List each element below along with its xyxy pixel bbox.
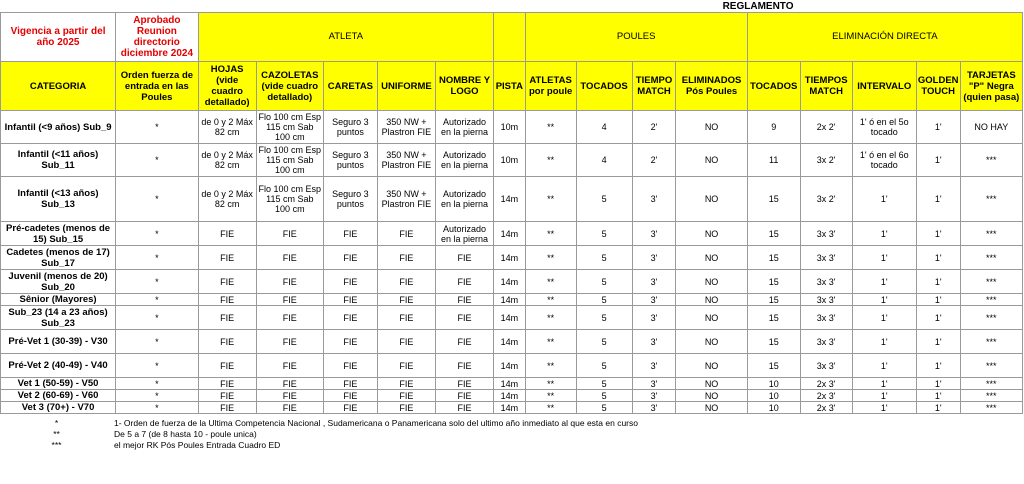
group-poules: POULES xyxy=(525,13,747,62)
table-cell: *** xyxy=(960,402,1022,414)
table-cell: * xyxy=(116,306,199,330)
column-header: ELIMINADOS Pós Poules xyxy=(676,62,747,111)
table-cell: FIE xyxy=(377,330,435,354)
table-cell: 3' xyxy=(632,222,676,246)
table-cell: 350 NW + Plastron FIE xyxy=(377,111,435,144)
table-cell: NO xyxy=(676,390,747,402)
table-cell: NO xyxy=(676,144,747,177)
table-cell: 1' xyxy=(916,294,960,306)
table-cell: FIE xyxy=(198,354,256,378)
table-cell: FIE xyxy=(256,402,323,414)
table-cell: 14m xyxy=(494,306,526,330)
table-cell: ** xyxy=(525,306,576,330)
table-cell: FIE xyxy=(323,270,377,294)
table-cell: 5 xyxy=(576,402,632,414)
table-cell: 3' xyxy=(632,270,676,294)
note-row xyxy=(0,429,1023,440)
table-cell: * xyxy=(116,270,199,294)
table-cell: NO xyxy=(676,222,747,246)
table-cell: Flo 100 cm Esp 115 cm Sab 100 cm xyxy=(256,144,323,177)
table-cell: FIE xyxy=(435,246,493,270)
table-cell: 2x 2' xyxy=(800,111,852,144)
table-cell: Seguro 3 puntos xyxy=(323,111,377,144)
table-cell: ** xyxy=(525,390,576,402)
table-cell: 1' xyxy=(852,222,916,246)
table-cell: ** xyxy=(525,330,576,354)
table-cell: 1' xyxy=(852,246,916,270)
table-cell: FIE xyxy=(198,390,256,402)
table-row xyxy=(1,402,1023,414)
column-header: Orden fuerza de entrada en las Poules xyxy=(116,62,199,111)
table-cell: 15 xyxy=(747,246,800,270)
table-cell: 15 xyxy=(747,354,800,378)
table-cell: 14m xyxy=(494,177,526,222)
table-cell: * xyxy=(116,177,199,222)
table-cell: de 0 y 2 Máx 82 cm xyxy=(198,177,256,222)
table-cell: ** xyxy=(525,402,576,414)
table-cell: NO xyxy=(676,111,747,144)
table-cell: *** xyxy=(960,144,1022,177)
category-cell: Pré-Vet 1 (30-39) - V30 xyxy=(1,330,116,354)
table-cell: 3' xyxy=(632,390,676,402)
table-cell: 1' xyxy=(852,378,916,390)
table-cell: FIE xyxy=(256,222,323,246)
table-cell: FIE xyxy=(323,294,377,306)
table-cell: 9 xyxy=(747,111,800,144)
vigencia-note: Vigencia a partir del año 2025 xyxy=(1,13,116,62)
table-cell: 3' xyxy=(632,246,676,270)
table-cell: FIE xyxy=(323,378,377,390)
category-cell: Infantil (<9 años) Sub_9 xyxy=(1,111,116,144)
table-cell: FIE xyxy=(256,330,323,354)
table-cell: Seguro 3 puntos xyxy=(323,144,377,177)
category-cell: Sub_23 (14 a 23 años) Sub_23 xyxy=(1,306,116,330)
table-cell: * xyxy=(116,402,199,414)
table-cell: NO xyxy=(676,246,747,270)
table-cell: 1' xyxy=(852,294,916,306)
table-cell: FIE xyxy=(377,306,435,330)
table-cell: FIE xyxy=(377,378,435,390)
table-cell: 1' xyxy=(916,354,960,378)
table-cell: * xyxy=(116,294,199,306)
note-row xyxy=(0,418,1023,429)
table-cell: 1' xyxy=(916,222,960,246)
table-cell: 5 xyxy=(576,294,632,306)
table-cell: 5 xyxy=(576,390,632,402)
table-cell: FIE xyxy=(435,390,493,402)
table-cell: 1' xyxy=(916,177,960,222)
column-header: CATEGORIA xyxy=(1,62,116,111)
table-cell: ** xyxy=(525,246,576,270)
table-cell: FIE xyxy=(435,270,493,294)
table-cell: 1' xyxy=(916,330,960,354)
table-cell: 5 xyxy=(576,330,632,354)
notes-table xyxy=(0,418,1023,451)
table-cell: * xyxy=(116,144,199,177)
table-cell: 3x 3' xyxy=(800,306,852,330)
category-cell: Vet 1 (50-59) - V50 xyxy=(1,378,116,390)
column-header: CARETAS xyxy=(323,62,377,111)
table-cell: 1' xyxy=(916,402,960,414)
table-row xyxy=(1,177,1023,222)
table-cell: 1' xyxy=(852,270,916,294)
table-cell: FIE xyxy=(198,402,256,414)
table-cell: 5 xyxy=(576,354,632,378)
table-cell: FIE xyxy=(256,306,323,330)
table-cell: ** xyxy=(525,177,576,222)
table-cell: *** xyxy=(960,330,1022,354)
table-cell: 3x 3' xyxy=(800,246,852,270)
category-cell: Vet 3 (70+) - V70 xyxy=(1,402,116,414)
table-cell: 3x 3' xyxy=(800,330,852,354)
table-cell: 4 xyxy=(576,111,632,144)
table-cell: 10 xyxy=(747,390,800,402)
category-cell: Vet 2 (60-69) - V60 xyxy=(1,390,116,402)
table-cell: ** xyxy=(525,378,576,390)
table-cell: 2x 3' xyxy=(800,390,852,402)
table-cell: FIE xyxy=(198,270,256,294)
table-cell: * xyxy=(116,222,199,246)
table-cell: FIE xyxy=(377,390,435,402)
table-cell: 3' xyxy=(632,402,676,414)
table-row xyxy=(1,144,1023,177)
aprobado-note: Aprobado Reunion directorio diciembre 2024 xyxy=(116,13,199,62)
table-row xyxy=(1,111,1023,144)
table-cell: FIE xyxy=(377,402,435,414)
table-cell: FIE xyxy=(323,330,377,354)
table-row xyxy=(1,270,1023,294)
table-cell: 14m xyxy=(494,402,526,414)
page-title: REGLAMENTO xyxy=(722,0,794,12)
table-cell: NO xyxy=(676,330,747,354)
note-row xyxy=(0,440,1023,451)
category-cell: Pré-cadetes (menos de 15) Sub_15 xyxy=(1,222,116,246)
table-cell: 1' xyxy=(852,354,916,378)
category-cell: Pré-Vet 2 (40-49) - V40 xyxy=(1,354,116,378)
table-cell: de 0 y 2 Máx 82 cm xyxy=(198,144,256,177)
table-cell: 14m xyxy=(494,294,526,306)
table-cell: * xyxy=(116,330,199,354)
table-cell: NO xyxy=(676,354,747,378)
table-cell: Autorizado en la pierna xyxy=(435,144,493,177)
table-cell: 1' xyxy=(916,378,960,390)
table-cell: 5 xyxy=(576,177,632,222)
table-cell: FIE xyxy=(323,402,377,414)
table-cell: FIE xyxy=(323,222,377,246)
table-cell: 1' xyxy=(852,330,916,354)
table-cell: 5 xyxy=(576,246,632,270)
table-cell: 10 xyxy=(747,402,800,414)
table-cell: 14m xyxy=(494,330,526,354)
table-cell: 14m xyxy=(494,246,526,270)
table-cell: FIE xyxy=(435,306,493,330)
table-cell: 11 xyxy=(747,144,800,177)
table-cell: ** xyxy=(525,111,576,144)
table-cell: FIE xyxy=(377,246,435,270)
table-cell: 2x 3' xyxy=(800,378,852,390)
table-cell: FIE xyxy=(198,330,256,354)
table-cell: FIE xyxy=(198,378,256,390)
table-cell: 14m xyxy=(494,270,526,294)
table-cell: Autorizado en la pierna xyxy=(435,177,493,222)
category-cell: Cadetes (menos de 17) Sub_17 xyxy=(1,246,116,270)
table-cell: 1' xyxy=(852,306,916,330)
table-cell: 1' xyxy=(916,111,960,144)
table-cell: 1' ó en el 6o tocado xyxy=(852,144,916,177)
table-cell: FIE xyxy=(435,294,493,306)
table-cell: 14m xyxy=(494,354,526,378)
table-cell: 1' xyxy=(916,144,960,177)
table-cell: 10m xyxy=(494,144,526,177)
table-cell: 350 NW + Plastron FIE xyxy=(377,144,435,177)
table-cell: FIE xyxy=(256,390,323,402)
table-row xyxy=(1,222,1023,246)
table-cell: ** xyxy=(525,270,576,294)
table-cell: 1' xyxy=(916,390,960,402)
note-symbol: * xyxy=(54,418,59,428)
table-cell: 15 xyxy=(747,306,800,330)
table-row xyxy=(1,378,1023,390)
table-cell: FIE xyxy=(435,402,493,414)
category-cell: Sênior (Mayores) xyxy=(1,294,116,306)
note-symbol: *** xyxy=(51,440,62,450)
column-header: HOJAS (vide cuadro detallado) xyxy=(198,62,256,111)
column-header: TOCADOS xyxy=(747,62,800,111)
group-eliminacion: ELIMINACIÓN DIRECTA xyxy=(747,13,1022,62)
table-cell: 3x 3' xyxy=(800,294,852,306)
table-cell: *** xyxy=(960,294,1022,306)
column-header: UNIFORME xyxy=(377,62,435,111)
column-header: TIEMPOS MATCH xyxy=(800,62,852,111)
note-text: el mejor RK Pós Poules Entrada Cuadro ED xyxy=(114,440,281,450)
table-cell: FIE xyxy=(435,354,493,378)
table-cell: 1' xyxy=(852,402,916,414)
table-cell: NO xyxy=(676,306,747,330)
table-cell: FIE xyxy=(256,294,323,306)
table-cell: 15 xyxy=(747,330,800,354)
table-cell: FIE xyxy=(435,378,493,390)
table-cell: 3x 3' xyxy=(800,354,852,378)
table-cell: 14m xyxy=(494,390,526,402)
table-cell: 3x 3' xyxy=(800,222,852,246)
table-cell: FIE xyxy=(256,270,323,294)
table-cell: *** xyxy=(960,222,1022,246)
category-cell: Infantil (<13 años) Sub_13 xyxy=(1,177,116,222)
table-cell: de 0 y 2 Máx 82 cm xyxy=(198,111,256,144)
table-cell: 15 xyxy=(747,177,800,222)
table-cell: * xyxy=(116,246,199,270)
column-header: TIEMPO MATCH xyxy=(632,62,676,111)
table-cell: Flo 100 cm Esp 115 cm Sab 100 cm xyxy=(256,111,323,144)
table-cell: 14m xyxy=(494,378,526,390)
table-cell: FIE xyxy=(435,330,493,354)
table-cell: 1' ó en el 5o tocado xyxy=(852,111,916,144)
table-cell: ** xyxy=(525,294,576,306)
table-cell: 5 xyxy=(576,270,632,294)
table-row xyxy=(1,354,1023,378)
column-header: NOMBRE Y LOGO xyxy=(435,62,493,111)
table-cell: 1' xyxy=(852,390,916,402)
table-cell: FIE xyxy=(377,354,435,378)
table-cell: NO xyxy=(676,294,747,306)
table-cell: NO xyxy=(676,378,747,390)
table-cell: 5 xyxy=(576,222,632,246)
column-header: ATLETAS por poule xyxy=(525,62,576,111)
table-cell: *** xyxy=(960,177,1022,222)
table-cell: FIE xyxy=(323,390,377,402)
table-cell: 2x 3' xyxy=(800,402,852,414)
table-cell: NO xyxy=(676,402,747,414)
table-cell: 3' xyxy=(632,330,676,354)
table-cell: 10m xyxy=(494,111,526,144)
table-cell: FIE xyxy=(323,306,377,330)
table-cell: FIE xyxy=(323,354,377,378)
table-cell: 1' xyxy=(916,270,960,294)
table-cell: 5 xyxy=(576,306,632,330)
table-cell: FIE xyxy=(377,222,435,246)
column-header: PISTA xyxy=(494,62,526,111)
table-row xyxy=(1,294,1023,306)
table-cell: 1' xyxy=(916,306,960,330)
table-cell: Flo 100 cm Esp 115 cm Sab 100 cm xyxy=(256,177,323,222)
table-cell: 1' xyxy=(852,177,916,222)
table-cell: 14m xyxy=(494,222,526,246)
table-cell: FIE xyxy=(198,246,256,270)
table-cell: * xyxy=(116,390,199,402)
table-cell: 1' xyxy=(916,246,960,270)
table-cell: FIE xyxy=(198,222,256,246)
note-text: 1- Orden de fuerza de la Ultima Competencia Nacional , Sudamericana o Panamericana solo del ultimo año inmediato al que esta en curso xyxy=(114,418,638,428)
table-cell: FIE xyxy=(323,246,377,270)
table-cell: *** xyxy=(960,246,1022,270)
column-header: INTERVALO xyxy=(852,62,916,111)
table-cell: NO xyxy=(676,270,747,294)
title-row xyxy=(1,0,1023,13)
table-cell: * xyxy=(116,111,199,144)
table-cell: Autorizado en la pierna xyxy=(435,111,493,144)
table-cell: 15 xyxy=(747,270,800,294)
table-row xyxy=(1,306,1023,330)
category-cell: Juvenil (menos de 20) Sub_20 xyxy=(1,270,116,294)
table-cell: 2' xyxy=(632,111,676,144)
table-cell: 4 xyxy=(576,144,632,177)
table-cell: 10 xyxy=(747,378,800,390)
column-header: GOLDEN TOUCH xyxy=(916,62,960,111)
table-cell: ** xyxy=(525,144,576,177)
table-cell: * xyxy=(116,378,199,390)
column-header-row xyxy=(1,62,1023,111)
table-cell: 350 NW + Plastron FIE xyxy=(377,177,435,222)
group-header-row xyxy=(1,13,1023,62)
column-header: TOCADOS xyxy=(576,62,632,111)
table-cell: 3x 2' xyxy=(800,177,852,222)
table-cell: 3' xyxy=(632,294,676,306)
table-cell: FIE xyxy=(377,294,435,306)
table-row xyxy=(1,246,1023,270)
table-cell: *** xyxy=(960,270,1022,294)
table-cell: *** xyxy=(960,390,1022,402)
table-cell: FIE xyxy=(256,354,323,378)
table-cell: 15 xyxy=(747,222,800,246)
table-cell: ** xyxy=(525,222,576,246)
table-cell: 3' xyxy=(632,177,676,222)
table-cell: 5 xyxy=(576,378,632,390)
table-cell: FIE xyxy=(256,378,323,390)
table-cell: Seguro 3 puntos xyxy=(323,177,377,222)
table-cell: FIE xyxy=(198,306,256,330)
table-cell: 3x 3' xyxy=(800,270,852,294)
table-cell: *** xyxy=(960,378,1022,390)
note-text: De 5 a 7 (de 8 hasta 10 - poule unica) xyxy=(114,429,257,439)
table-cell: *** xyxy=(960,306,1022,330)
column-header: CAZOLETAS (vide cuadro detallado) xyxy=(256,62,323,111)
table-cell: 3' xyxy=(632,354,676,378)
table-cell: 15 xyxy=(747,294,800,306)
table-cell: Autorizado en la pierna xyxy=(435,222,493,246)
table-cell: NO HAY xyxy=(960,111,1022,144)
table-cell: 3' xyxy=(632,306,676,330)
table-cell: FIE xyxy=(256,246,323,270)
table-cell: 3x 2' xyxy=(800,144,852,177)
table-cell: FIE xyxy=(377,270,435,294)
table-cell: *** xyxy=(960,354,1022,378)
table-cell: FIE xyxy=(198,294,256,306)
table-row xyxy=(1,390,1023,402)
group-spacer xyxy=(494,13,526,62)
category-cell: Infantil (<11 años) Sub_11 xyxy=(1,144,116,177)
note-symbol: ** xyxy=(53,429,60,439)
table-cell: NO xyxy=(676,177,747,222)
table-cell: ** xyxy=(525,354,576,378)
table-cell: 2' xyxy=(632,144,676,177)
table-cell: 3' xyxy=(632,378,676,390)
group-atleta: ATLETA xyxy=(198,13,493,62)
table-row xyxy=(1,330,1023,354)
table-cell: * xyxy=(116,354,199,378)
column-header: TARJETAS "P" Negra (quien pasa) xyxy=(960,62,1022,111)
